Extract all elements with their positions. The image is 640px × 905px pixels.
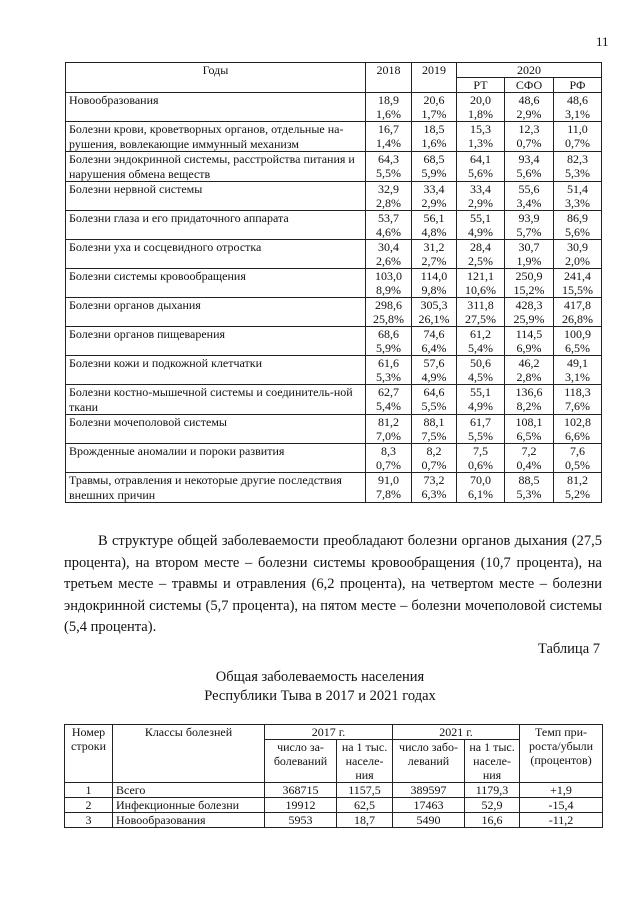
row-label: Болезни органов пищеварения [66, 327, 366, 356]
table-row [66, 152, 602, 182]
share-value: 2,0% [565, 254, 590, 268]
value-cell [412, 269, 457, 298]
rate-value: 51,4 [567, 182, 588, 196]
share-value: 1,8% [468, 107, 493, 121]
share-value: 15,2% [513, 283, 545, 297]
share-value: 4,8% [421, 225, 447, 239]
cell-growth: -11,2 [520, 813, 603, 828]
table-header-row [66, 63, 602, 78]
rate-value: 61,2 [470, 327, 491, 341]
rate-value: 46,2 [518, 356, 540, 370]
rate-value: 64,1 [470, 152, 491, 166]
value-cell [457, 444, 505, 473]
value-cell [412, 182, 457, 211]
table-row [66, 122, 602, 152]
share-value: 2,8% [376, 196, 401, 210]
row-label: Болезни мочеполовой системы [66, 415, 366, 444]
share-value: 2,9% [468, 196, 493, 210]
share-value: 25,8% [373, 312, 404, 326]
value-cell [457, 473, 505, 503]
share-value: 5,5% [468, 429, 493, 443]
value-cell [505, 327, 554, 356]
share-value: 4,9% [468, 225, 493, 239]
value-cell [554, 327, 602, 356]
rate-value: 73,2 [423, 473, 445, 487]
cell-per1000-2017: 62,5 [337, 798, 393, 813]
share-value: 0,4% [516, 458, 542, 472]
value-cell [554, 240, 602, 269]
table-body [65, 783, 603, 828]
rate-value: 30,7 [518, 240, 540, 254]
share-value: 0,5% [565, 458, 590, 472]
share-value: 6,5% [565, 341, 590, 355]
share-value: 5,6% [565, 225, 590, 239]
share-value: 5,2% [565, 487, 590, 501]
value-cell [412, 122, 457, 152]
rate-value: 55,1 [470, 211, 491, 225]
value-cell [366, 211, 412, 240]
rate-value: 61,7 [470, 415, 491, 429]
share-value: 27,5% [465, 312, 496, 326]
rate-value: 82,3 [567, 152, 588, 166]
header-2020: 2020 [457, 63, 602, 78]
rate-value: 241,4 [564, 269, 591, 283]
value-cell [412, 152, 457, 182]
rate-value: 86,9 [567, 211, 588, 225]
value-cell [457, 356, 505, 385]
value-cell [554, 269, 602, 298]
value-cell [505, 240, 554, 269]
value-cell [366, 152, 412, 182]
rate-value: 68,5 [423, 152, 445, 166]
cell-label: Новообразования [113, 813, 265, 828]
cell-cases-2021: 5490 [393, 813, 465, 828]
rate-value: 70,0 [470, 473, 491, 487]
share-value: 1,4% [376, 136, 401, 150]
share-value: 5,3% [376, 370, 401, 384]
general-morbidity-table [64, 724, 603, 828]
value-cell [457, 269, 505, 298]
rate-value: 33,4 [470, 182, 491, 196]
share-value: 5,7% [516, 225, 542, 239]
rate-value: 118,3 [564, 385, 591, 399]
header-rt: РТ [457, 78, 505, 93]
value-cell [366, 240, 412, 269]
value-cell [366, 385, 412, 415]
value-cell [366, 269, 412, 298]
rate-value: 64,3 [378, 152, 399, 166]
share-value: 3,4% [516, 196, 542, 210]
rate-value: 64,6 [423, 385, 445, 399]
share-value: 5,3% [565, 166, 590, 180]
rate-value: 121,1 [467, 269, 494, 283]
share-value: 8,9% [376, 283, 401, 297]
table-row [66, 356, 602, 385]
header-per1000-2021: на 1 тыс. населе-ния [465, 740, 520, 783]
value-cell [554, 473, 602, 503]
value-cell [554, 415, 602, 444]
share-value: 5,6% [516, 166, 542, 180]
table-body [66, 93, 602, 503]
rate-value: 30,9 [567, 240, 588, 254]
share-value: 10,6% [465, 283, 496, 297]
value-cell [366, 122, 412, 152]
share-value: 6,4% [421, 341, 447, 355]
value-cell [412, 444, 457, 473]
rate-value: 100,9 [564, 327, 591, 341]
share-value: 4,5% [468, 370, 493, 384]
rate-value: 81,2 [567, 473, 588, 487]
share-value: 6,9% [516, 341, 542, 355]
table-row [66, 444, 602, 473]
share-value: 1,9% [516, 254, 542, 268]
share-value: 0,7% [516, 136, 542, 150]
value-cell [412, 385, 457, 415]
value-cell [554, 298, 602, 327]
rate-value: 88,1 [423, 415, 445, 429]
rate-value: 57,6 [423, 356, 445, 370]
rate-value: 74,6 [423, 327, 445, 341]
table-row [66, 211, 602, 240]
share-value: 2,7% [421, 254, 447, 268]
share-value: 5,5% [376, 166, 401, 180]
share-value: 5,9% [376, 341, 401, 355]
table-row [66, 327, 602, 356]
row-label: Врожденные аномалии и пороки развития [66, 444, 366, 473]
row-label: Болезни нервной системы [66, 182, 366, 211]
share-value: 5,3% [516, 487, 542, 501]
value-cell [366, 444, 412, 473]
value-cell [366, 415, 412, 444]
value-cell [457, 327, 505, 356]
cell-per1000-2017: 18,7 [337, 813, 393, 828]
rate-value: 88,5 [518, 473, 540, 487]
header-2019: 2019 [412, 63, 457, 93]
cell-growth: +1,9 [520, 783, 603, 798]
rate-value: 311,8 [467, 298, 494, 312]
header-cases-2021: число забо-леваний [393, 740, 465, 783]
value-cell [412, 415, 457, 444]
rate-value: 136,6 [515, 385, 543, 399]
share-value: 26,8% [562, 312, 593, 326]
share-value: 5,4% [468, 341, 493, 355]
share-value: 7,6% [565, 399, 590, 413]
value-cell [554, 444, 602, 473]
rate-value: 20,6 [423, 93, 445, 107]
value-cell [505, 93, 554, 122]
header-2017: 2017 г. [265, 725, 393, 740]
value-cell [505, 385, 554, 415]
share-value: 3,1% [565, 370, 590, 384]
table-row [66, 93, 602, 122]
rate-value: 428,3 [515, 298, 543, 312]
value-cell [457, 298, 505, 327]
rate-value: 298,6 [375, 298, 402, 312]
value-cell [412, 473, 457, 503]
cell-per1000-2021: 16,6 [465, 813, 520, 828]
value-cell [457, 385, 505, 415]
table-row [66, 182, 602, 211]
table-row [66, 473, 602, 503]
table-row [65, 783, 603, 798]
value-cell [505, 473, 554, 503]
value-cell [505, 269, 554, 298]
share-value: 1,7% [421, 107, 447, 121]
rate-value: 417,8 [564, 298, 591, 312]
share-value: 2,9% [516, 107, 542, 121]
value-cell [505, 356, 554, 385]
share-value: 25,9% [513, 312, 545, 326]
row-label: Болезни эндокринной системы, расстройства питания и нарушения обмена веществ [66, 152, 366, 182]
header-row-number: Номер строки [65, 725, 113, 783]
rate-value: 56,1 [423, 211, 445, 225]
rate-value: 114,0 [420, 269, 448, 283]
share-value: 0,6% [468, 458, 493, 472]
value-cell [412, 93, 457, 122]
value-cell [554, 182, 602, 211]
share-value: 15,5% [562, 283, 593, 297]
cell-cases-2021: 17463 [393, 798, 465, 813]
rate-value: 8,3 [381, 444, 396, 458]
rate-value: 28,4 [470, 240, 491, 254]
value-cell [554, 385, 602, 415]
row-label: Болезни костно-мышечной системы и соединитель-ной ткани [66, 385, 366, 415]
rate-value: 61,6 [378, 356, 399, 370]
rate-value: 55,1 [470, 385, 491, 399]
share-value: 9,8% [421, 283, 447, 297]
value-cell [554, 211, 602, 240]
value-cell [554, 356, 602, 385]
share-value: 6,6% [565, 429, 590, 443]
value-cell [554, 152, 602, 182]
header-per1000-2017: на 1 тыс. населе-ния [337, 740, 393, 783]
share-value: 6,1% [468, 487, 493, 501]
share-value: 0,7% [376, 458, 401, 472]
share-value: 2,9% [421, 196, 447, 210]
value-cell [505, 122, 554, 152]
value-cell [505, 152, 554, 182]
share-value: 5,6% [468, 166, 493, 180]
rate-value: 20,0 [470, 93, 491, 107]
share-value: 6,3% [421, 487, 447, 501]
rate-value: 48,6 [518, 93, 540, 107]
share-value: 6,5% [516, 429, 542, 443]
value-cell [457, 152, 505, 182]
share-value: 26,1% [418, 312, 450, 326]
table-row [66, 240, 602, 269]
share-value: 3,3% [565, 196, 590, 210]
cell-per1000-2017: 1157,5 [337, 783, 393, 798]
header-cases-2017: число за-болеваний [265, 740, 337, 783]
row-label: Болезни органов дыхания [66, 298, 366, 327]
rate-value: 33,4 [423, 182, 445, 196]
rate-value: 108,1 [515, 415, 543, 429]
value-cell [505, 211, 554, 240]
rate-value: 91,0 [378, 473, 399, 487]
table-row [65, 813, 603, 828]
value-cell [457, 240, 505, 269]
cell-num: 2 [65, 798, 113, 813]
table-header-row [65, 725, 603, 740]
share-value: 4,6% [376, 225, 401, 239]
rate-value: 48,6 [567, 93, 588, 107]
value-cell [412, 211, 457, 240]
share-value: 5,5% [421, 399, 447, 413]
share-value: 3,1% [565, 107, 590, 121]
value-cell [366, 182, 412, 211]
rate-value: 93,4 [518, 152, 540, 166]
rate-value: 12,3 [518, 122, 540, 136]
rate-value: 250,9 [515, 269, 543, 283]
rate-value: 305,3 [420, 298, 448, 312]
share-value: 7,8% [376, 487, 401, 501]
value-cell [412, 356, 457, 385]
table-row [66, 415, 602, 444]
value-cell [457, 122, 505, 152]
rate-value: 55,6 [518, 182, 540, 196]
row-label: Болезни системы кровообращения [66, 269, 366, 298]
rate-value: 49,1 [567, 356, 588, 370]
value-cell [366, 356, 412, 385]
cell-num: 1 [65, 783, 113, 798]
table-title-line-2: Республики Тыва в 2017 и 2021 годах [204, 688, 436, 704]
rate-value: 7,6 [570, 444, 585, 458]
rate-value: 102,8 [564, 415, 591, 429]
share-value: 1,3% [468, 136, 493, 150]
cell-cases-2017: 368715 [265, 783, 337, 798]
share-value: 2,8% [516, 370, 542, 384]
value-cell [505, 182, 554, 211]
value-cell [505, 415, 554, 444]
rate-value: 15,3 [470, 122, 491, 136]
row-label: Болезни глаза и его придаточного аппарата [66, 211, 366, 240]
share-value: 5,4% [376, 399, 401, 413]
share-value: 0,7% [565, 136, 590, 150]
row-label: Болезни крови, кроветворных органов, отдельные на-рушения, вовлекающие иммунный механизм [66, 122, 366, 152]
share-value: 8,2% [516, 399, 542, 413]
value-cell [366, 93, 412, 122]
value-cell [366, 298, 412, 327]
value-cell [457, 182, 505, 211]
cell-per1000-2021: 1179,3 [465, 783, 520, 798]
table-title-line-1: Общая заболеваемость населения [215, 669, 425, 685]
rate-value: 30,4 [378, 240, 399, 254]
value-cell [366, 327, 412, 356]
rate-value: 11,0 [567, 122, 588, 136]
cell-cases-2017: 5953 [265, 813, 337, 828]
cell-cases-2021: 389597 [393, 783, 465, 798]
row-label: Болезни уха и сосцевидного отростка [66, 240, 366, 269]
value-cell [505, 444, 554, 473]
share-value: 7,0% [376, 429, 401, 443]
rate-value: 7,2 [521, 444, 537, 458]
header-rf: РФ [554, 78, 602, 93]
value-cell [412, 327, 457, 356]
value-cell [554, 122, 602, 152]
table-title [0, 668, 640, 706]
share-value: 2,5% [468, 254, 493, 268]
value-cell [554, 93, 602, 122]
header-years: Годы [66, 63, 366, 93]
rate-value: 8,2 [426, 444, 442, 458]
share-value: 5,9% [421, 166, 447, 180]
rate-value: 114,5 [515, 327, 543, 341]
table-row [66, 269, 602, 298]
value-cell [505, 298, 554, 327]
rate-value: 31,2 [423, 240, 445, 254]
cell-growth: -15,4 [520, 798, 603, 813]
row-label: Травмы, отравления и некоторые другие последствия внешних причин [66, 473, 366, 503]
row-label: Болезни кожи и подкожной клетчатки [66, 356, 366, 385]
rate-value: 50,6 [470, 356, 491, 370]
share-value: 7,5% [421, 429, 447, 443]
rate-value: 53,7 [378, 211, 399, 225]
morbidity-structure-table [65, 62, 602, 503]
rate-value: 16,7 [378, 122, 399, 136]
rate-value: 81,2 [378, 415, 399, 429]
rate-value: 18,9 [378, 93, 399, 107]
cell-num: 3 [65, 813, 113, 828]
share-value: 2,6% [376, 254, 401, 268]
page-number: 11 [596, 34, 609, 49]
body-paragraph: В структуре общей заболеваемости преобладают болезни органов дыхания (27,5 процента), на втором месте – болезни системы кровообращения (10,7 процента), на третьем месте – травмы и отравления (6,2 процента), на четвертом месте – болезни эндокринной системы (5,7 процента), на пятом месте – болезни мочеполовой системы (5,4 процента). [64, 533, 602, 635]
rate-value: 68,6 [378, 327, 399, 341]
cell-per1000-2021: 52,9 [465, 798, 520, 813]
value-cell [366, 473, 412, 503]
share-value: 1,6% [376, 107, 401, 121]
rate-value: 18,5 [423, 122, 445, 136]
rate-value: 93,9 [518, 211, 540, 225]
value-cell [457, 211, 505, 240]
rate-value: 32,9 [378, 182, 399, 196]
rate-value: 62,7 [378, 385, 399, 399]
header-2018: 2018 [366, 63, 412, 93]
cell-label: Инфекционные болезни [113, 798, 265, 813]
rate-value: 7,5 [473, 444, 488, 458]
share-value: 4,9% [421, 370, 447, 384]
rate-value: 103,0 [375, 269, 402, 283]
cell-cases-2017: 19912 [265, 798, 337, 813]
table-row [65, 798, 603, 813]
share-value: 1,6% [421, 136, 447, 150]
row-label: Новообразования [66, 93, 366, 122]
header-growth-rate: Темп при-роста/убыли (процентов) [520, 725, 603, 783]
table-row [66, 385, 602, 415]
header-disease-classes: Классы болезней [113, 725, 265, 783]
value-cell [457, 93, 505, 122]
cell-label: Всего [113, 783, 265, 798]
value-cell [412, 298, 457, 327]
header-sfo: СФО [505, 78, 554, 93]
share-value: 0,7% [421, 458, 447, 472]
share-value: 4,9% [468, 399, 493, 413]
table-row [66, 298, 602, 327]
value-cell [457, 415, 505, 444]
value-cell [412, 240, 457, 269]
header-2021: 2021 г. [393, 725, 520, 740]
table-label: Таблица 7 [537, 641, 600, 657]
